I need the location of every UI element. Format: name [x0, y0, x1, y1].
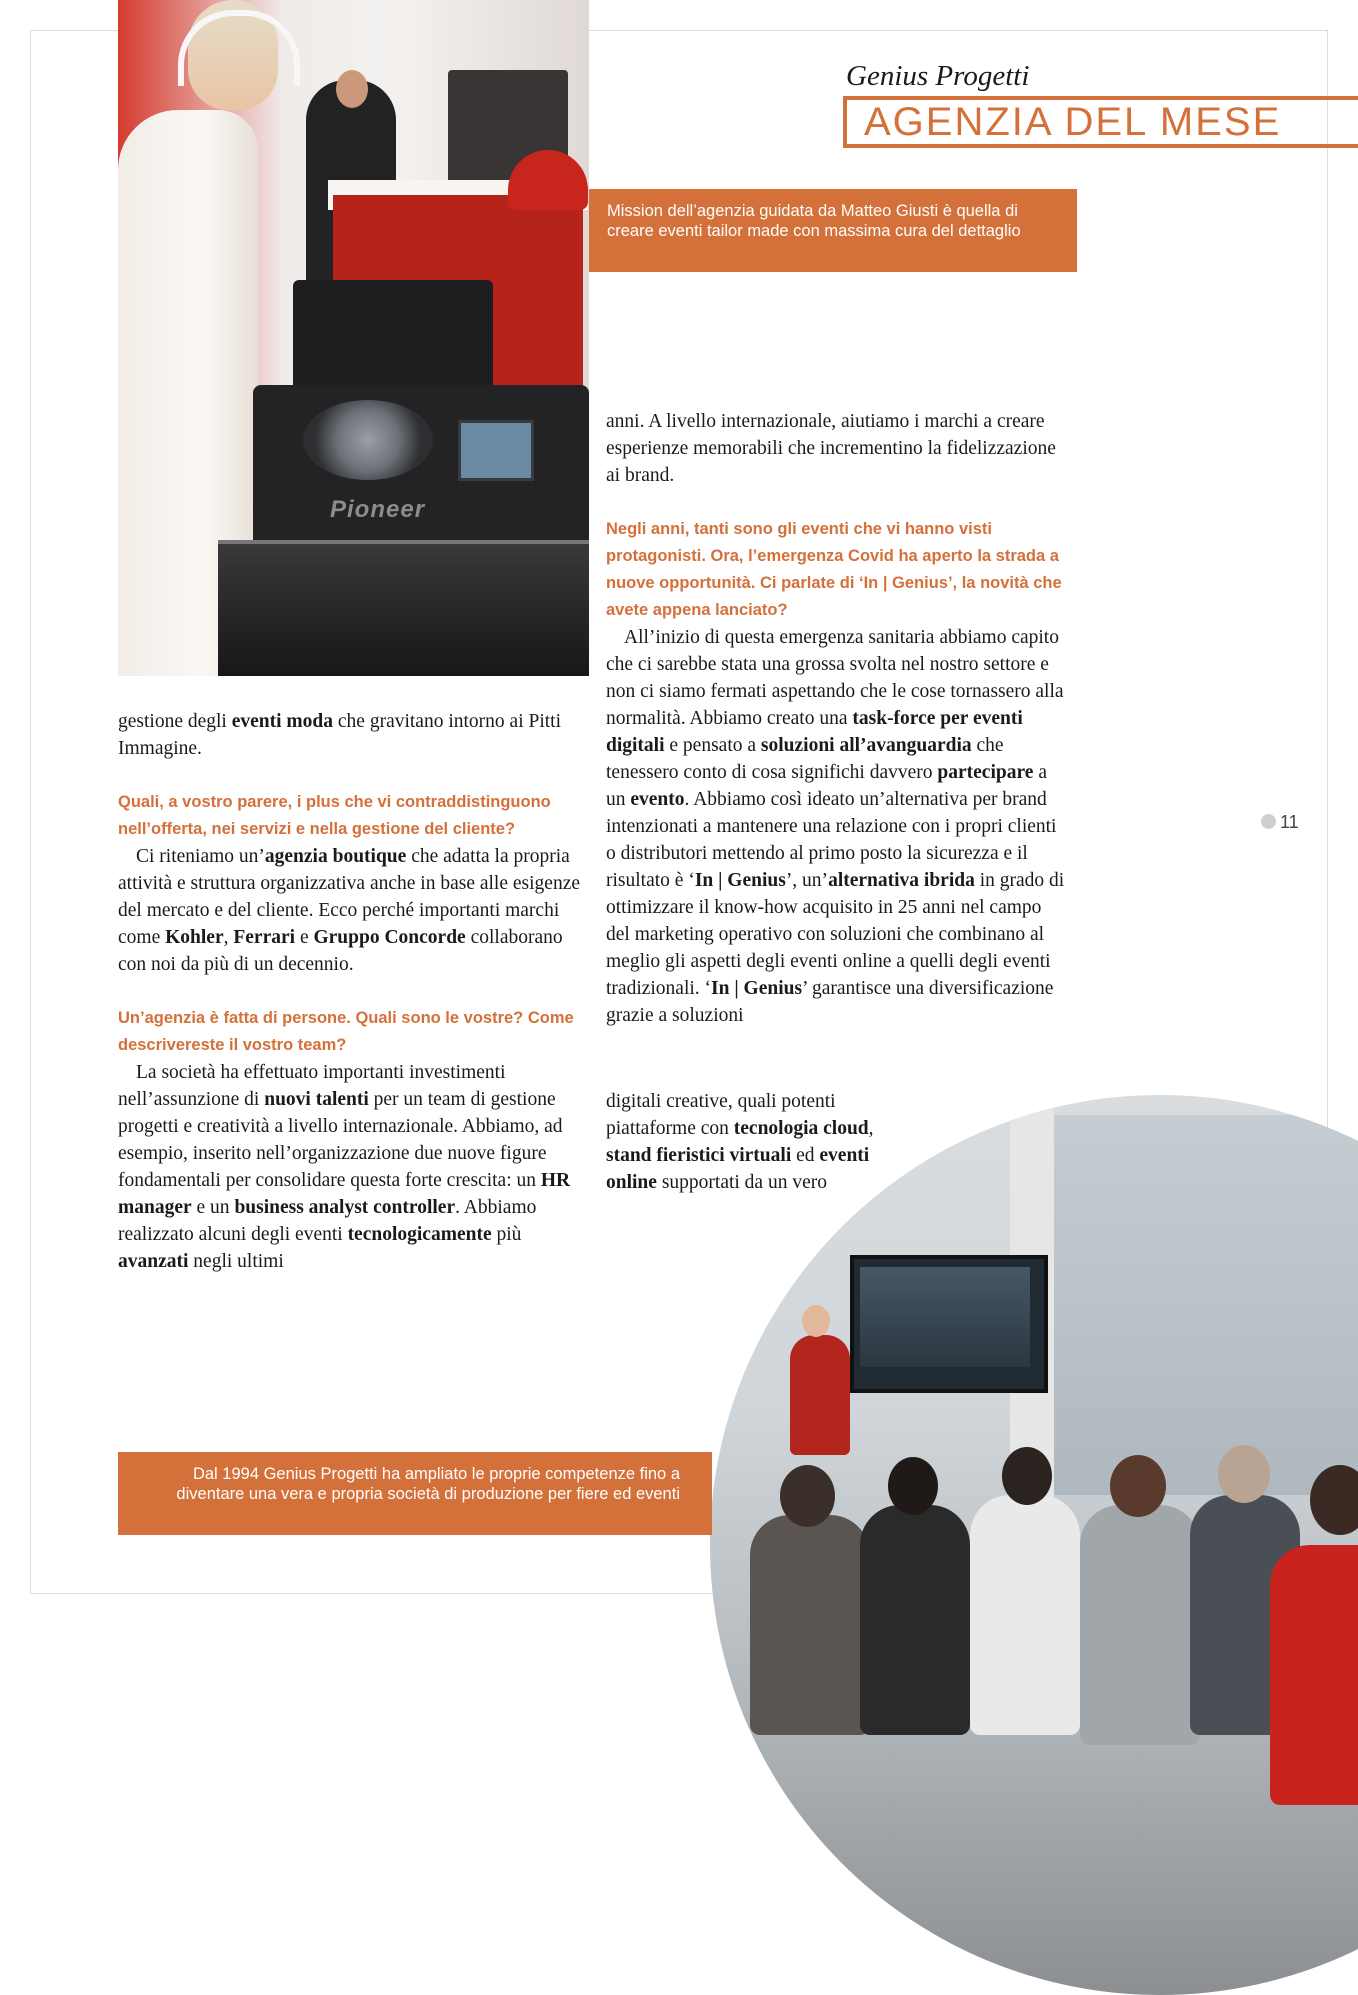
paragraph: [118, 1059, 594, 1275]
bold-text: tecnologicamente: [347, 1224, 492, 1245]
bold-text: evento: [630, 789, 685, 810]
audience-person: [860, 1505, 970, 1735]
bold-text: task-force per eventi digitali: [606, 708, 1023, 756]
article-column-right-wrap: [606, 1088, 906, 1196]
audience-person: [970, 1495, 1080, 1735]
caption-top: Mission dell’agenzia guidata da Matteo Giusti è quella di creare eventi tailor made con massima cura del dettaglio: [589, 189, 1077, 272]
text: per un team di gestione progetti e creatività a livello internazionale. Abbiamo, ad esempio, inserito nell’organizzazione due nuove figure fondamentali per consolidare questa forte crescita: un: [118, 1089, 563, 1191]
photo-speaker-head: [802, 1305, 830, 1337]
article-column-right: [606, 408, 1070, 1029]
bold-text: tecnologia cloud: [733, 1118, 869, 1139]
bold-text: In | Genius: [694, 870, 786, 891]
paragraph: [606, 1088, 906, 1196]
brand-name: Genius Progetti: [846, 60, 1030, 92]
text: negli ultimi: [188, 1251, 284, 1272]
bold-text: nuovi talenti: [264, 1089, 369, 1110]
audience-head: [1218, 1445, 1270, 1503]
bold-text: Ferrari: [233, 927, 296, 948]
text: All’inizio di questa emergenza sanitaria abbiamo capito che ci sarebbe stata una grossa svolta nel nostro settore e non ci siamo fermati aspettando che le cose tornassero alla normalità. Abbiamo creato una: [606, 627, 1064, 729]
photo-slide: [860, 1267, 1030, 1367]
text: collaborano con noi da più di un decennio.: [118, 927, 563, 975]
bold-text: partecipare: [937, 762, 1034, 783]
paragraph: [118, 843, 594, 978]
text: . Abbiamo così ideato un’alternativa per brand intenzionati a mantenere una relazione con i propri clienti o distributori mettendo al primo posto la sicurezza e il risultato è ‘: [606, 789, 1057, 891]
text: a un: [606, 762, 1047, 810]
text: ’ garantisce una diversificazione grazie a soluzioni: [606, 978, 1054, 1026]
section-title: AGENZIA DEL MESE: [864, 100, 1282, 144]
paragraph: [606, 624, 1070, 1029]
audience-person: [750, 1515, 870, 1735]
pioneer-logo: Pioneer: [330, 496, 426, 523]
bold-text: eventi online: [606, 1145, 870, 1193]
photo-turntable: [253, 385, 589, 565]
text: che tenessero conto di cosa significhi davvero: [606, 735, 1004, 783]
text: digitali creative, quali potenti piattaforme con: [606, 1091, 836, 1139]
text: e pensato a: [664, 735, 761, 756]
photo-platter: [303, 400, 433, 480]
photo-bartender-head: [336, 70, 368, 108]
bold-text: alternativa ibrida: [828, 870, 975, 891]
text: e un: [191, 1197, 235, 1218]
text: ’, un’: [785, 870, 829, 891]
text: ,: [868, 1118, 874, 1139]
question-heading: Negli anni, tanti sono gli eventi che vi hanno visti protagonisti. Ora, l’emergenza Covid ha aperto la strada a nuove opportunità. Ci parlate di ‘In | Genius’, la novità che avete appena lanciato?: [606, 520, 1062, 619]
text: Ci riteniamo un’: [136, 846, 265, 867]
text: che adatta la propria attività e struttura organizzativa anche in base alle esigenze del mercato e del cliente. Ecco perché importanti marchi come: [118, 846, 581, 948]
audience-person: [1080, 1505, 1200, 1745]
paragraph: [118, 708, 594, 762]
photo-deck-screen: [458, 420, 534, 481]
audience-head: [1002, 1447, 1052, 1505]
article-column-left: [118, 708, 594, 1275]
page-marker-icon: [1261, 814, 1276, 829]
bold-text: Gruppo Concorde: [313, 927, 466, 948]
bold-text: stand fieristici virtuali: [606, 1145, 792, 1166]
text: . Abbiamo realizzato alcuni degli eventi: [118, 1197, 537, 1245]
text: e: [295, 927, 314, 948]
audience-person: [1270, 1545, 1358, 1805]
bold-text: Kohler: [165, 927, 224, 948]
question-heading: Un’agenzia è fatta di persone. Quali sono le vostre? Come descrivereste il vostro team?: [118, 1009, 574, 1054]
bold-text: In | Genius: [711, 978, 803, 999]
text: più: [491, 1224, 522, 1245]
photo-flight-case: [218, 540, 589, 676]
page-number: 11: [1280, 812, 1299, 832]
bold-text: HR manager: [118, 1170, 571, 1218]
bold-text: agenzia boutique: [264, 846, 407, 867]
text: ,: [223, 927, 234, 948]
text: in grado di ottimizzare il know-how acquisito in 25 anni nel campo del marketing operativo con soluzioni che combinano al meglio gli aspetti degli eventi online a quelli degli eventi tradizionali. ‘: [606, 870, 1065, 999]
bold-text: eventi moda: [231, 711, 334, 732]
text: gestione degli: [118, 711, 232, 732]
text: supportati da un vero: [656, 1172, 827, 1193]
audience-head: [780, 1465, 835, 1527]
photo-audience: [710, 1395, 1358, 1995]
audience-head: [1110, 1455, 1166, 1517]
question-heading: Quali, a vostro parere, i plus che vi contraddistinguono nell’offerta, nei servizi e nella gestione del cliente?: [118, 793, 551, 838]
audience-head: [888, 1457, 938, 1515]
text: ed: [791, 1145, 820, 1166]
audience-head: [1310, 1465, 1358, 1535]
bold-text: soluzioni all’avanguardia: [760, 735, 972, 756]
bold-text: avanzati: [118, 1251, 189, 1272]
text: La società ha effettuato importanti investimenti nell’assunzione di: [118, 1062, 506, 1110]
caption-bottom: Dal 1994 Genius Progetti ha ampliato le proprie competenze fino a diventare una vera e propria società di produzione per fiere ed eventi: [118, 1452, 712, 1535]
bold-text: business analyst controller: [234, 1197, 456, 1218]
dj-photo: [118, 0, 589, 676]
text: che gravitano intorno ai Pitti Immagine.: [118, 711, 562, 759]
paragraph: anni. A livello internazionale, aiutiamo i marchi a creare esperienze memorabili che incrementino la fidelizzazione ai brand.: [606, 411, 1056, 486]
photo-mixer: [293, 280, 493, 390]
